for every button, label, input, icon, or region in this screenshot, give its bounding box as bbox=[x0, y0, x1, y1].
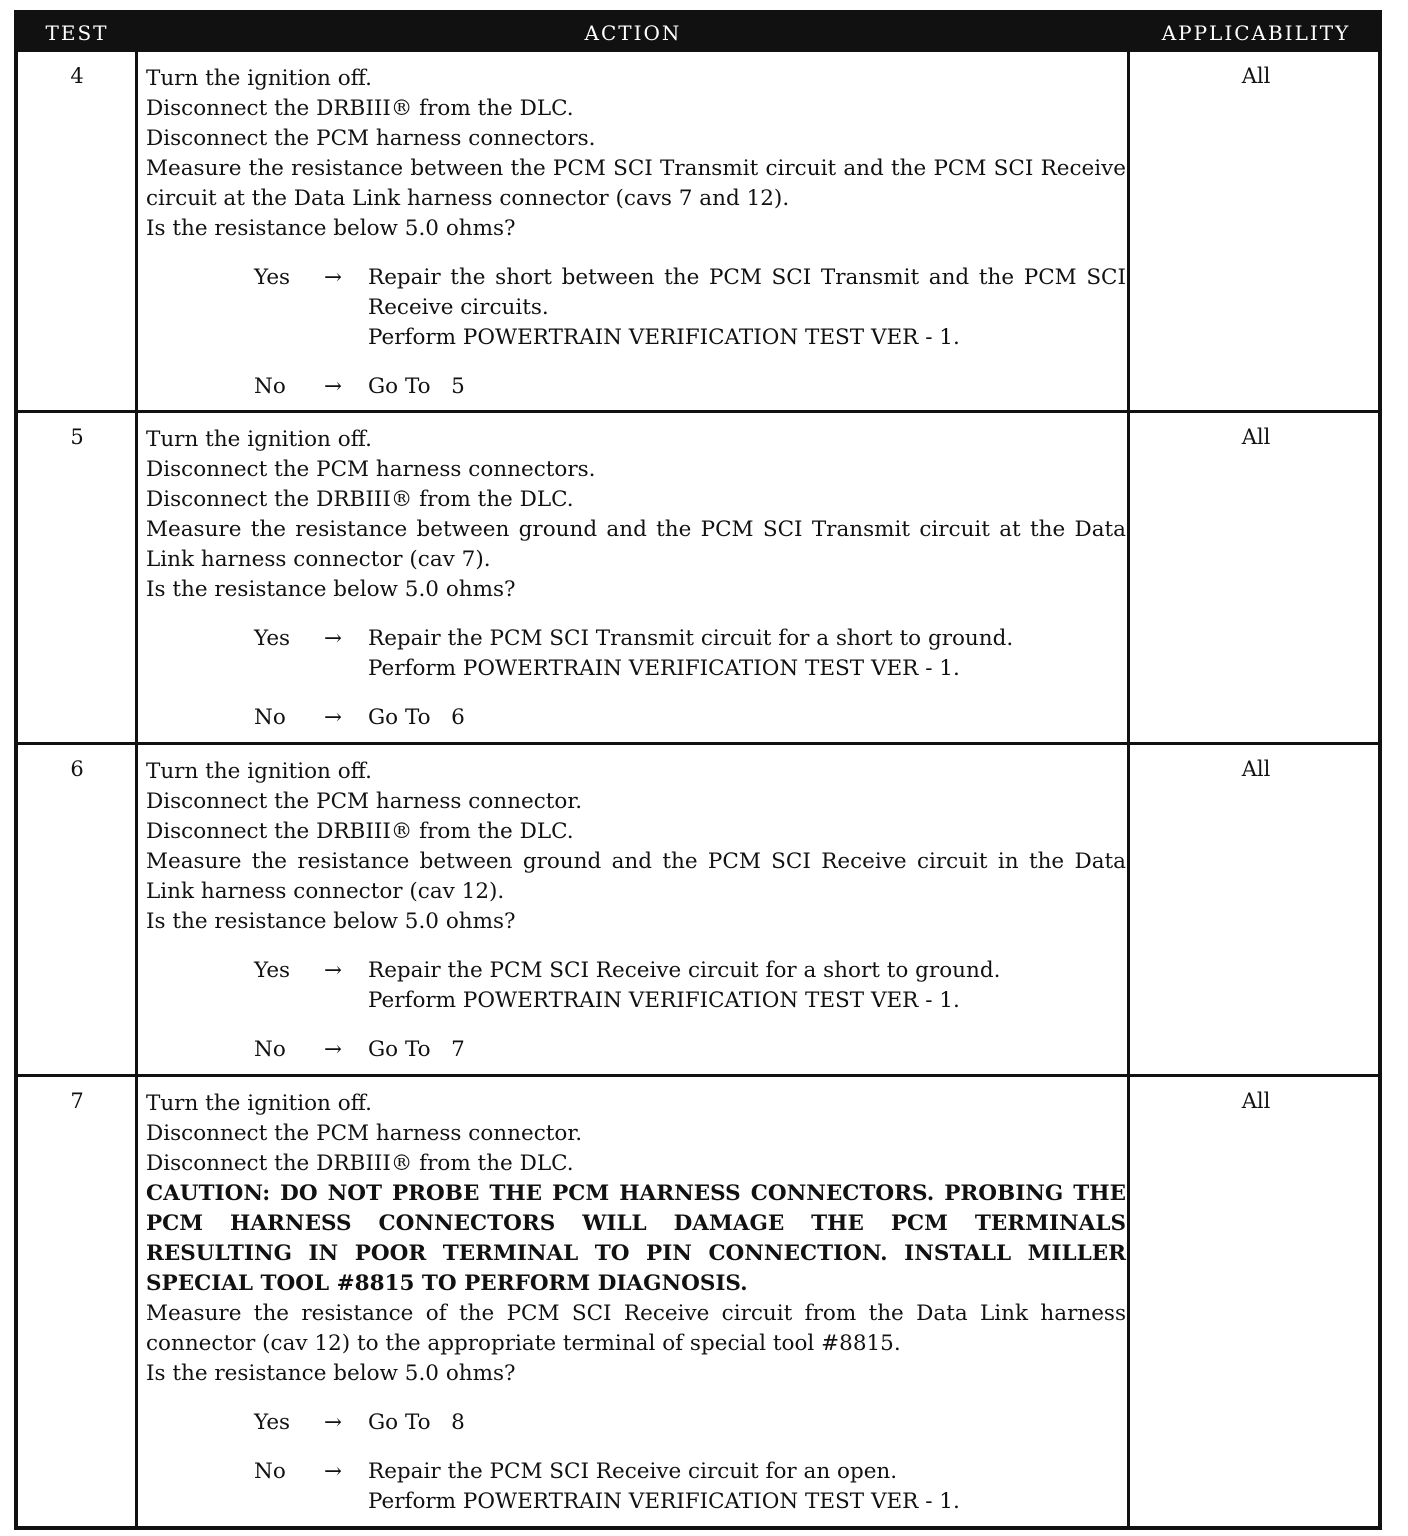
step: Turn the ignition off. bbox=[146, 759, 372, 784]
answer-line: Repair the PCM SCI Receive circuit for a short to ground. bbox=[368, 958, 1001, 983]
header-action: ACTION bbox=[584, 21, 682, 45]
step: Disconnect the DRBIII® from the DLC. bbox=[146, 487, 574, 512]
step: Measure the resistance between the PCM SCI Transmit circuit and the PCM SCI Receive circuit at the Data Link harness connector (cavs 7 and 12). bbox=[146, 156, 1126, 211]
step: Disconnect the PCM harness connectors. bbox=[146, 457, 596, 482]
step: Is the resistance below 5.0 ohms? bbox=[146, 577, 516, 602]
step: Disconnect the PCM harness connectors. bbox=[146, 126, 596, 151]
answer-line: Perform POWERTRAIN VERIFICATION TEST VER - 1. bbox=[368, 325, 960, 350]
yes-answer bbox=[146, 956, 1126, 1016]
step: Turn the ignition off. bbox=[146, 427, 372, 452]
no-answer bbox=[146, 1457, 1126, 1517]
action-cell bbox=[146, 425, 1126, 733]
no-label: No bbox=[254, 1037, 286, 1062]
test-number: 6 bbox=[70, 757, 84, 781]
yes-answer bbox=[146, 1408, 1126, 1438]
arrow-right-icon: → bbox=[323, 705, 342, 730]
step: Disconnect the DRBIII® from the DLC. bbox=[146, 1151, 574, 1176]
step: Turn the ignition off. bbox=[146, 1091, 372, 1116]
applicability: All bbox=[1241, 425, 1271, 449]
step: Disconnect the PCM harness connector. bbox=[146, 789, 583, 814]
arrow-right-icon: → bbox=[323, 958, 342, 983]
answer-line: Repair the short between the PCM SCI Transmit and the PCM SCI Receive circuits. bbox=[368, 265, 1126, 320]
answer-line: Go To 6 bbox=[368, 705, 465, 730]
yes-label: Yes bbox=[254, 1410, 291, 1435]
answer-line: Perform POWERTRAIN VERIFICATION TEST VER - 1. bbox=[368, 1489, 960, 1514]
header-test: TEST bbox=[45, 21, 109, 45]
step: Turn the ignition off. bbox=[146, 66, 372, 91]
no-label: No bbox=[254, 1459, 286, 1484]
table-row bbox=[18, 413, 1378, 744]
step: Is the resistance below 5.0 ohms? bbox=[146, 1361, 516, 1386]
step: Is the resistance below 5.0 ohms? bbox=[146, 216, 516, 241]
step: Disconnect the DRBIII® from the DLC. bbox=[146, 819, 574, 844]
applicability: All bbox=[1241, 64, 1271, 88]
table-row bbox=[18, 1077, 1378, 1530]
action-cell bbox=[146, 64, 1126, 402]
table-header bbox=[18, 14, 1378, 52]
test-number: 7 bbox=[70, 1089, 84, 1113]
arrow-right-icon: → bbox=[323, 1037, 342, 1062]
caution-text: CAUTION: DO NOT PROBE THE PCM HARNESS CONNECTORS. PROBING THE PCM HARNESS CONNECTORS WILL DAMAGE THE PCM TERMINALS RESULTING IN POOR TERMINAL TO PIN CONNECTION. INSTALL MILLER SPECIAL TOOL #8815 TO PERFORM DIAGNOSIS. bbox=[146, 1181, 1126, 1296]
step: Measure the resistance between ground and the PCM SCI Receive circuit in the Data Link harness connector (cav 12). bbox=[146, 849, 1126, 904]
header-applicability: APPLICABILITY bbox=[1161, 21, 1351, 45]
arrow-right-icon: → bbox=[323, 1410, 342, 1435]
answer-line: Go To 5 bbox=[368, 374, 465, 399]
arrow-right-icon: → bbox=[323, 1459, 342, 1484]
step: Measure the resistance of the PCM SCI Receive circuit from the Data Link harness connector (cav 12) to the appropriate terminal of special tool #8815. bbox=[146, 1301, 1126, 1356]
no-answer bbox=[146, 372, 1126, 402]
no-answer bbox=[146, 703, 1126, 733]
action-cell bbox=[146, 1089, 1126, 1517]
arrow-right-icon: → bbox=[323, 374, 342, 399]
action-cell bbox=[146, 757, 1126, 1065]
arrow-right-icon: → bbox=[323, 265, 342, 290]
answer-line: Repair the PCM SCI Transmit circuit for a short to ground. bbox=[368, 626, 1014, 651]
step: Measure the resistance between ground and the PCM SCI Transmit circuit at the Data Link harness connector (cav 7). bbox=[146, 517, 1126, 572]
applicability: All bbox=[1241, 757, 1271, 781]
answer-line: Perform POWERTRAIN VERIFICATION TEST VER - 1. bbox=[368, 988, 960, 1013]
step: Disconnect the DRBIII® from the DLC. bbox=[146, 96, 574, 121]
test-number: 5 bbox=[70, 425, 84, 449]
yes-answer bbox=[146, 263, 1126, 353]
yes-label: Yes bbox=[254, 958, 291, 983]
yes-label: Yes bbox=[254, 626, 291, 651]
answer-line: Perform POWERTRAIN VERIFICATION TEST VER - 1. bbox=[368, 656, 960, 681]
no-label: No bbox=[254, 374, 286, 399]
answer-line: Repair the PCM SCI Receive circuit for an open. bbox=[368, 1459, 898, 1484]
step: Is the resistance below 5.0 ohms? bbox=[146, 909, 516, 934]
table-row bbox=[18, 745, 1378, 1076]
answer-line: Go To 8 bbox=[368, 1410, 465, 1435]
diagnostic-table bbox=[14, 10, 1382, 1530]
answer-line: Go To 7 bbox=[368, 1037, 465, 1062]
yes-label: Yes bbox=[254, 265, 291, 290]
step: Disconnect the PCM harness connector. bbox=[146, 1121, 583, 1146]
applicability: All bbox=[1241, 1089, 1271, 1113]
table-row bbox=[18, 52, 1378, 412]
arrow-right-icon: → bbox=[323, 626, 342, 651]
test-number: 4 bbox=[70, 64, 84, 88]
no-label: No bbox=[254, 705, 286, 730]
no-answer bbox=[146, 1035, 1126, 1065]
yes-answer bbox=[146, 624, 1126, 684]
